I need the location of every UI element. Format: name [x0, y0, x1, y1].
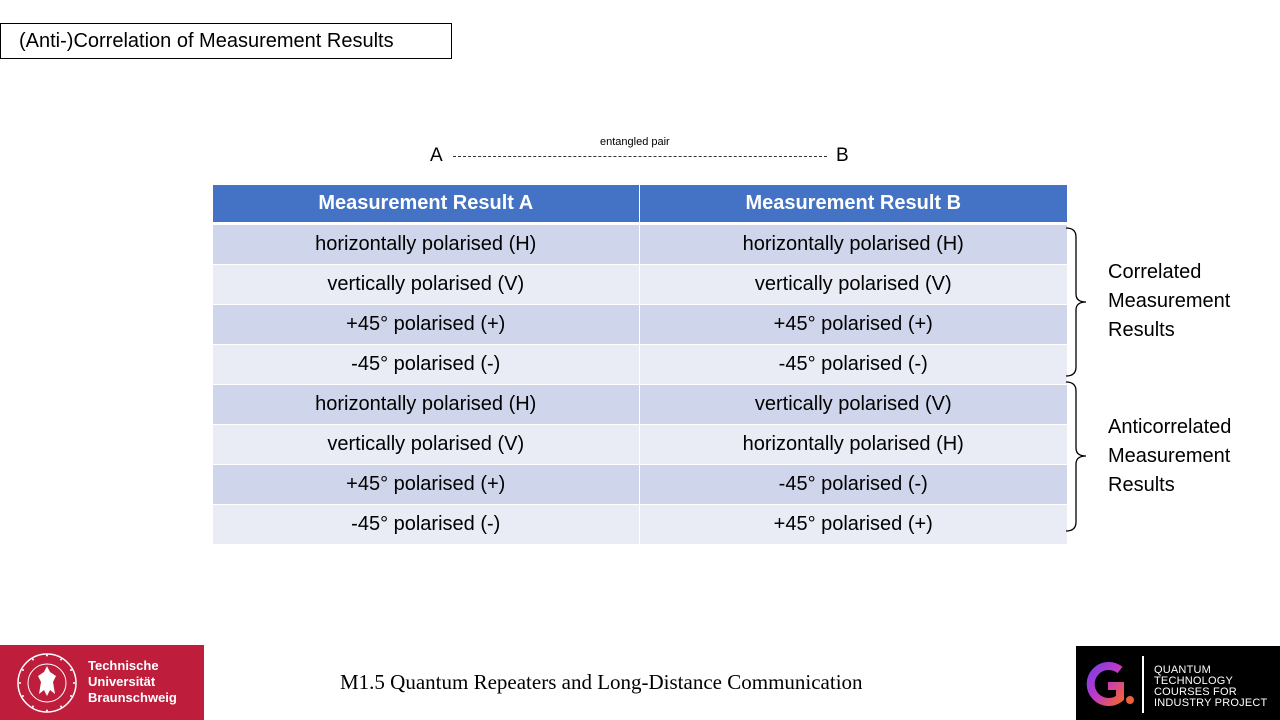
table-row: [213, 224, 1067, 265]
label-b: B: [836, 145, 849, 166]
qt-wordmark-line: COURSES FOR: [1154, 686, 1237, 698]
result-b-cell: +45° polarised (+): [639, 505, 1067, 545]
result-b-cell: -45° polarised (-): [639, 345, 1067, 385]
result-b-cell: +45° polarised (+): [639, 305, 1067, 345]
qt-logo-mark-icon: [1080, 660, 1138, 710]
header-result-b: Measurement Result B: [639, 185, 1067, 224]
result-a-cell: horizontally polarised (H): [213, 224, 639, 265]
anticorrelated-results-label: [1108, 413, 1231, 500]
result-b-cell: -45° polarised (-): [639, 465, 1067, 505]
correlated-brace-icon: [1064, 227, 1088, 377]
correlated-label-line: Correlated: [1108, 261, 1202, 283]
table-row: [213, 385, 1067, 425]
result-a-cell: +45° polarised (+): [213, 465, 639, 505]
table-header-row: [213, 185, 1067, 224]
slide-title: (Anti-)Correlation of Measurement Results: [0, 23, 452, 59]
correlated-results-label: [1108, 258, 1230, 345]
entangled-pair-caption: entangled pair: [600, 136, 670, 148]
qt-logo-divider: [1142, 656, 1144, 713]
result-b-cell: horizontally polarised (H): [639, 224, 1067, 265]
result-a-cell: horizontally polarised (H): [213, 385, 639, 425]
table-row: [213, 265, 1067, 305]
tu-braunschweig-logo: [0, 645, 204, 720]
entangled-pair-line: [453, 156, 827, 157]
anticorrelated-label-line: Measurement: [1108, 445, 1231, 467]
result-b-cell: vertically polarised (V): [639, 385, 1067, 425]
course-title: M1.5 Quantum Repeaters and Long-Distance Communication: [340, 670, 863, 694]
tu-wordmark-line: Technische: [88, 658, 159, 673]
tu-wordmark-line: Braunschweig: [88, 690, 177, 705]
result-b-cell: horizontally polarised (H): [639, 425, 1067, 465]
tu-wordmark-line: Universität: [88, 674, 156, 689]
qt-wordmark-line: QUANTUM: [1154, 664, 1212, 676]
result-a-cell: -45° polarised (-): [213, 505, 639, 545]
label-a: A: [430, 145, 443, 166]
qt-wordmark-line: INDUSTRY PROJECT: [1154, 697, 1268, 709]
anticorrelated-label-line: Anticorrelated: [1108, 416, 1232, 438]
result-a-cell: vertically polarised (V): [213, 425, 639, 465]
tu-wordmark: [88, 658, 177, 706]
correlated-label-line: Measurement: [1108, 290, 1231, 312]
qt-wordmark-line: TECHNOLOGY: [1154, 675, 1234, 687]
table-row: [213, 425, 1067, 465]
quantum-technology-courses-logo: [1076, 646, 1280, 720]
university-seal-icon: [16, 652, 78, 714]
qt-wordmark: [1154, 665, 1267, 709]
result-a-cell: -45° polarised (-): [213, 345, 639, 385]
anticorrelated-brace-icon: [1064, 381, 1088, 532]
result-b-cell: vertically polarised (V): [639, 265, 1067, 305]
table-row: [213, 305, 1067, 345]
header-result-a: Measurement Result A: [213, 185, 639, 224]
measurement-results-table: [213, 185, 1067, 545]
result-a-cell: +45° polarised (+): [213, 305, 639, 345]
anticorrelated-label-line: Results: [1108, 474, 1175, 496]
table-row: [213, 345, 1067, 385]
table-row: [213, 505, 1067, 545]
correlated-label-line: Results: [1108, 319, 1175, 341]
result-a-cell: vertically polarised (V): [213, 265, 639, 305]
table-row: [213, 465, 1067, 505]
